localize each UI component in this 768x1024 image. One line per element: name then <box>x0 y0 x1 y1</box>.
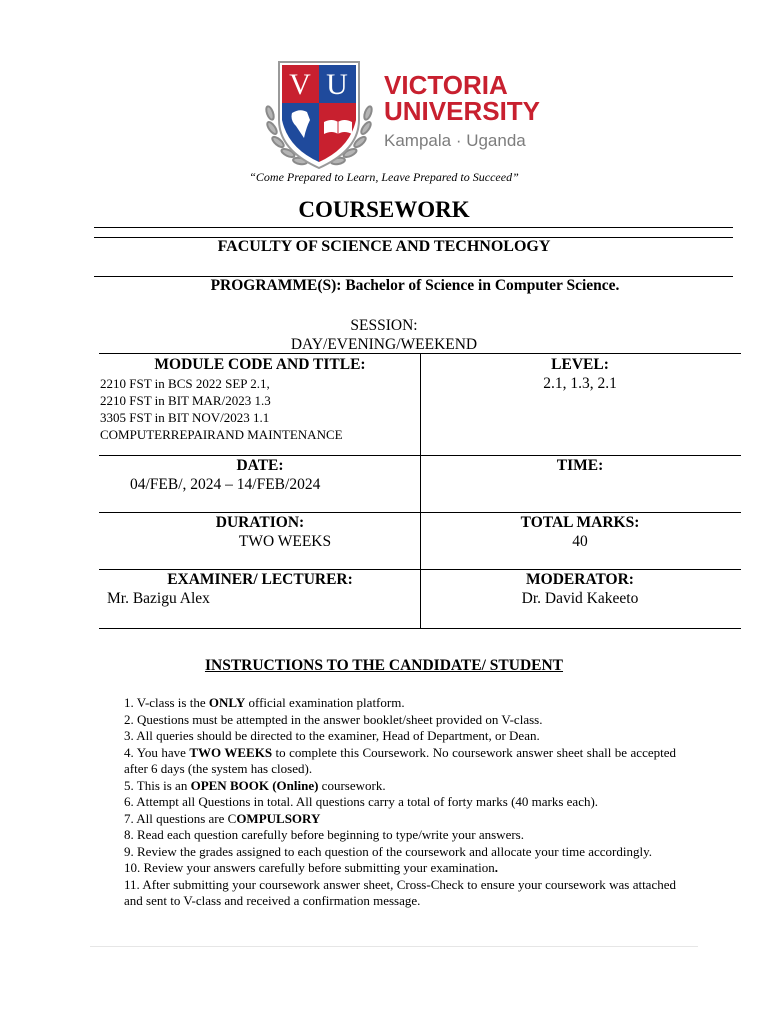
instruction-text: to complete this Coursework. No coursework answer sheet shall be accepted after 6 days (the system has closed). <box>124 744 676 776</box>
level-heading: LEVEL: <box>551 356 609 373</box>
instruction-number: 3. <box>124 728 137 743</box>
instruction-item <box>124 844 676 861</box>
instructions-heading: INSTRUCTIONS TO THE CANDIDATE/ STUDENT <box>204 657 564 674</box>
programme-line: PROGRAMME(S): Bachelor of Science in Computer Science. <box>210 277 620 294</box>
table-column-rule <box>420 353 421 628</box>
module-line: 3305 FST in BIT NOV/2023 1.1 <box>100 410 270 425</box>
examiner-heading: EXAMINER/ LECTURER: <box>167 571 353 588</box>
svg-text:U: U <box>326 68 348 101</box>
table-rule <box>99 628 741 629</box>
instruction-text: TWO WEEKS <box>189 744 273 760</box>
instruction-item <box>124 778 676 795</box>
instruction-number: 8. <box>124 827 137 842</box>
page-footer-rule <box>90 946 698 947</box>
instructions-list <box>124 695 676 910</box>
page-title: COURSEWORK <box>298 197 470 222</box>
module-lines <box>100 375 420 443</box>
instruction-item <box>124 712 676 729</box>
instruction-number: 9. <box>124 843 137 859</box>
svg-text:VICTORIA: VICTORIA <box>384 70 508 100</box>
module-line: COMPUTERREPAIRAND MAINTENANCE <box>100 427 343 442</box>
university-logo <box>262 58 552 173</box>
instruction-number: 1. <box>124 695 137 710</box>
moderator-value: Dr. David Kakeeto <box>521 590 639 607</box>
instruction-item <box>124 745 676 778</box>
instruction-item <box>124 728 676 745</box>
instruction-number: 2. <box>124 711 137 727</box>
instruction-text: All questions are C <box>136 810 237 826</box>
moderator-heading: MODERATOR: <box>526 571 634 588</box>
instruction-item <box>124 794 676 811</box>
level-value: 2.1, 1.3, 2.1 <box>543 375 617 392</box>
instruction-number: 5. <box>124 777 137 793</box>
instruction-text: OPEN BOOK (Online) <box>190 777 319 793</box>
instruction-text: Review your answers carefully before submitting your examination <box>143 860 495 875</box>
instruction-number: 6. <box>124 794 137 809</box>
instruction-text: . <box>494 860 499 875</box>
instruction-text: Questions must be attempted in the answer booklet/sheet provided on V-class. <box>137 711 543 727</box>
session-label: SESSION: <box>350 317 418 334</box>
divider <box>94 227 733 228</box>
date-heading: DATE: <box>236 457 284 474</box>
instruction-text: You have <box>136 744 190 760</box>
instruction-text: Read each question carefully before beginning to type/write your answers. <box>137 827 524 842</box>
instruction-text: This is an <box>136 777 191 793</box>
instruction-text: Attempt all Questions in total. All questions carry a total of forty marks (40 marks each). <box>136 794 599 809</box>
duration-heading: DURATION: <box>215 514 305 531</box>
instruction-number: 7. <box>124 810 137 826</box>
instruction-item <box>124 860 676 877</box>
module-heading: MODULE CODE AND TITLE: <box>154 356 366 373</box>
instruction-text: All queries should be directed to the examiner, Head of Department, or Dean. <box>136 728 540 743</box>
instruction-number: 10. <box>124 860 144 875</box>
instruction-text: After submitting your coursework answer sheet, Cross-Check to ensure your coursework was attached and sent to V-class and received a confirmation message. <box>124 876 676 908</box>
instruction-item <box>124 827 676 844</box>
instruction-text: OMPULSORY <box>236 810 321 826</box>
instruction-item <box>124 695 676 712</box>
instruction-text: Review the grades assigned to each question of the coursework and allocate your time accordingly. <box>137 843 653 859</box>
instruction-text: official examination platform. <box>245 695 405 710</box>
svg-text:Kampala · Uganda: Kampala · Uganda <box>384 131 526 150</box>
instruction-text: ONLY <box>208 695 246 710</box>
faculty-name: FACULTY OF SCIENCE AND TECHNOLOGY <box>217 238 551 255</box>
date-value: 04/FEB/, 2024 – 14/FEB/2024 <box>130 476 321 493</box>
svg-text:V: V <box>289 68 311 101</box>
instruction-item <box>124 811 676 828</box>
session-value: DAY/EVENING/WEEKEND <box>290 336 478 353</box>
duration-value: TWO WEEKS <box>238 533 332 550</box>
instruction-text: V-class is the <box>136 695 209 710</box>
svg-text:UNIVERSITY: UNIVERSITY <box>384 96 541 126</box>
instruction-item <box>124 877 676 910</box>
module-line: 2210 FST in BIT MAR/2023 1.3 <box>100 393 271 408</box>
total-marks-value: 40 <box>572 533 588 550</box>
instruction-number: 4. <box>124 744 137 760</box>
time-heading: TIME: <box>556 457 604 474</box>
module-line: 2210 FST in BCS 2022 SEP 2.1, <box>100 376 270 391</box>
total-marks-heading: TOTAL MARKS: <box>520 514 640 531</box>
tagline: “Come Prepared to Learn, Leave Prepared to Succeed” <box>249 170 519 184</box>
examiner-value: Mr. Bazigu Alex <box>107 590 210 607</box>
instruction-text: coursework. <box>318 777 386 793</box>
instruction-number: 11. <box>124 876 143 892</box>
